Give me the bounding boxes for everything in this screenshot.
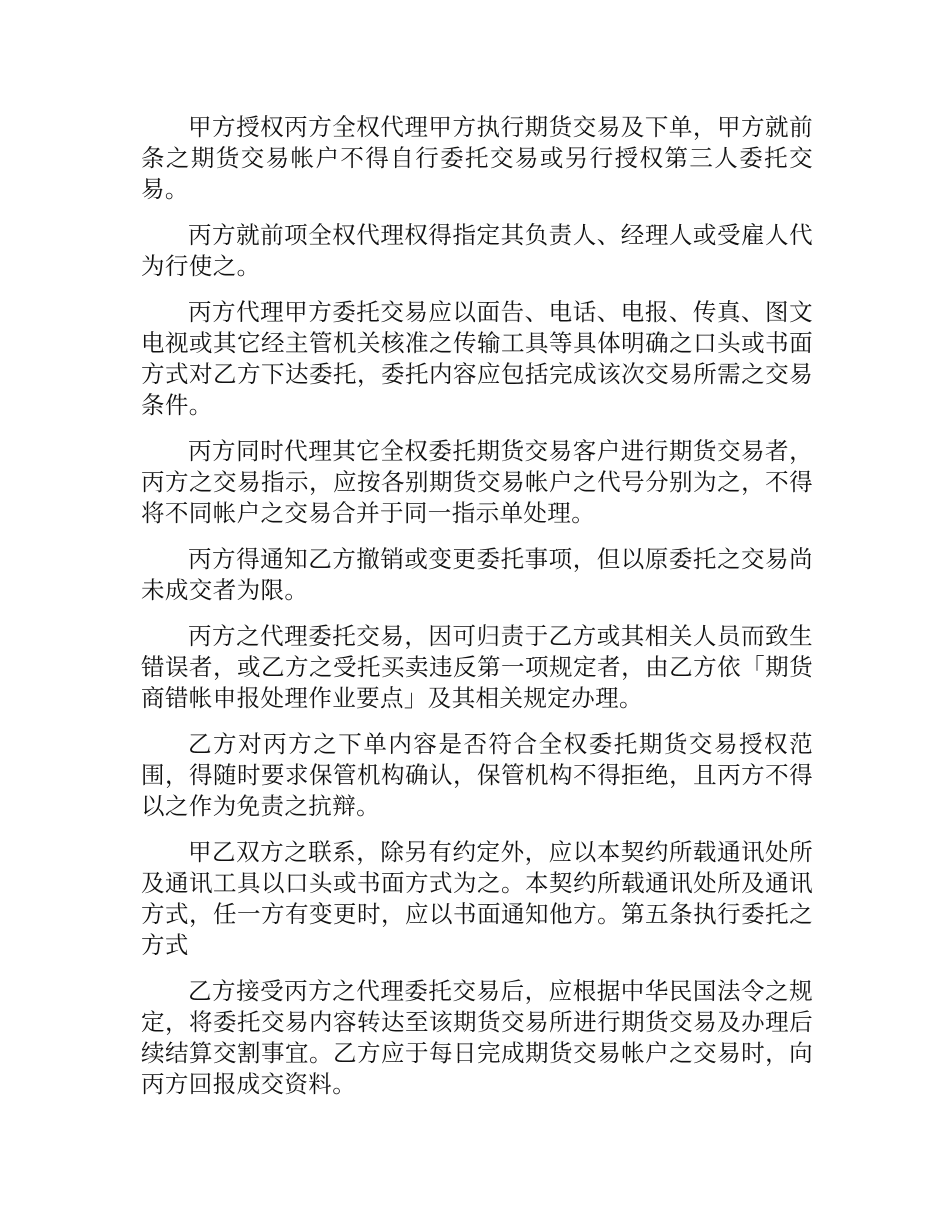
paragraph-9: 乙方接受丙方之代理委托交易后，应根据中华民国法令之规定，将委托交易内容转达至该期货交易所进行期货交易及办理后续结算交割事宜。乙方应于每日完成期货交易帐户之交易时，向丙方回报成交资料。 xyxy=(141,977,813,1098)
paragraph-4: 丙方同时代理其它全权委托期货交易客户进行期货交易者，丙方之交易指示，应按各别期货交易帐户之代号分别为之，不得将不同帐户之交易合并于同一指示单处理。 xyxy=(141,437,813,527)
paragraph-1: 甲方授权丙方全权代理甲方执行期货交易及下单，甲方就前条之期货交易帐户不得自行委托交易或另行授权第三人委托交易。 xyxy=(141,113,813,203)
paragraph-3: 丙方代理甲方委托交易应以面告、电话、电报、传真、图文电视或其它经主管机关核准之传输工具等具体明确之口头或书面方式对乙方下达委托，委托内容应包括完成该次交易所需之交易条件。 xyxy=(141,298,813,419)
paragraph-7: 乙方对丙方之下单内容是否符合全权委托期货交易授权范围，得随时要求保管机构确认，保管机构不得拒绝，且丙方不得以之作为免责之抗辩。 xyxy=(141,730,813,820)
document-body xyxy=(141,112,813,1115)
paragraph-2: 丙方就前项全权代理权得指定其负责人、经理人或受雇人代为行使之。 xyxy=(141,221,813,280)
paragraph-8: 甲乙双方之联系，除另有约定外，应以本契约所载通讯处所及通讯工具以口头或书面方式为之。本契约所载通讯处所及通讯方式，任一方有变更时，应以书面通知他方。第五条执行委托之方式 xyxy=(141,838,813,959)
paragraph-6: 丙方之代理委托交易，因可归责于乙方或其相关人员而致生错误者，或乙方之受托买卖违反第一项规定者，由乙方依「期货商错帐申报处理作业要点」及其相关规定办理。 xyxy=(141,622,813,712)
paragraph-5: 丙方得通知乙方撤销或变更委托事项，但以原委托之交易尚未成交者为限。 xyxy=(141,545,813,604)
